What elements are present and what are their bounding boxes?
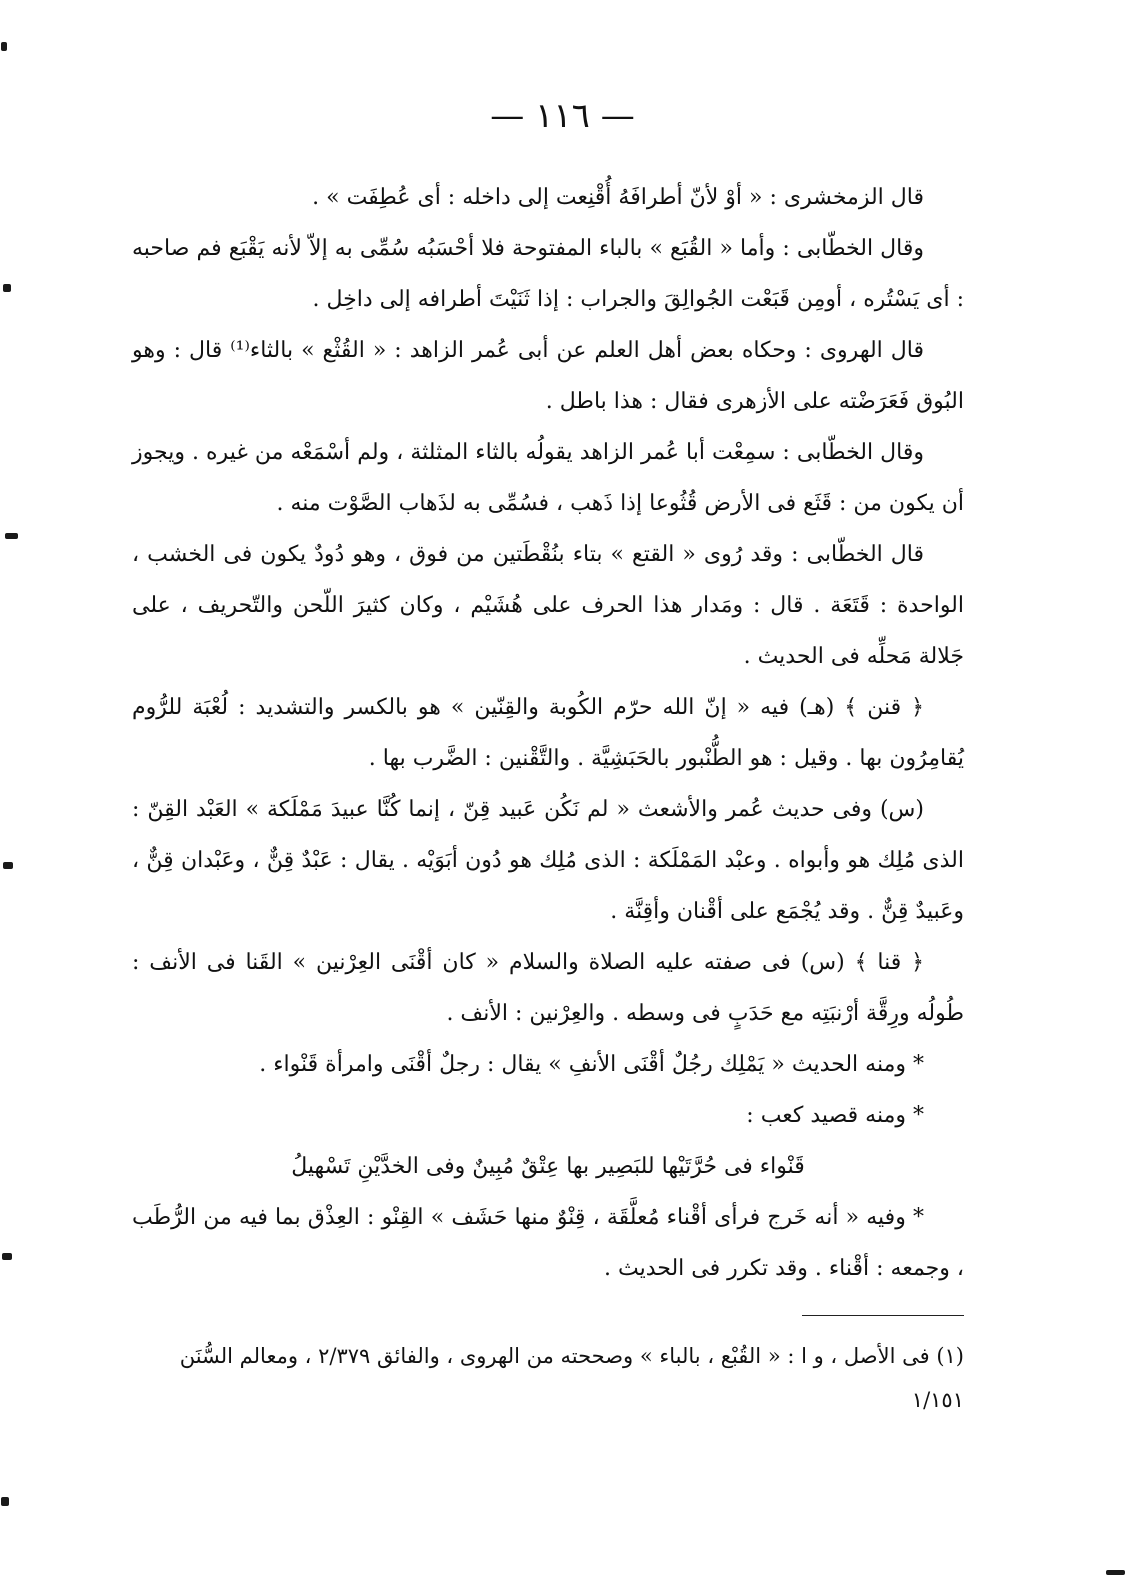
entry-qnn: ﴿ قنن ﴾ (هـ) فيه « إنّ الله حرّم الكُوبة والقِنّين » هو بالكسر والتشديد : لُعْبَة للرُّوم يُقامِرُون بها . وقيل : هو الطُّنْبور بالحَبَشِيَّة . والتَّقْنين : الضَّرب بها . [132,695,964,771]
entry-umar-ashath: (س) وفى حديث عُمر والأشعث « لم نَكُن عَبيد قِنّ ، إنما كُنَّا عبيدَ مَمْلَكة » العَبْد القِنّ : الذى مُلِك هو وأبواه . وعبْد المَمْلَكة : الذى مُلِك هو دُون أبَوَيْه . يقال : عَبْدٌ قِنٌّ ، وعَبْدان قِنٌّ ، وعَبيدٌ قِنٌّ . وقد يُجْمَع على أقْنان وأقِنَّة . [132,797,964,924]
paragraph-khattabi-qubaa: وقال الخطّابى : وأما « القُبَع » بالباء المفتوحة فلا أحْسَبُه سُمِّى به إلاّ لأنه يَقْبَع فم صاحبه : أى يَسْتُره ، أومِن قَبَعْت الجُوالِقَ والجراب : إذا ثَنَيْتَ أطرافه إلى داخِل . [132,236,964,312]
paragraph-khattabi-thaa: وقال الخطّابى : سمِعْت أبا عُمر الزاهد يقولُه بالثاء المثلثة ، ولم أسْمَعْه من غيره . ويجوز أن يكون من : قَثَع فى الأرض قُثُوعا إذا ذَهب ، فسُمِّى به لذَهاب الصَّوْت منه . [132,440,964,516]
footnote-divider [802,1315,964,1316]
bullet-hadith-aqna: * ومنه الحديث « يَمْلِك رجُلٌ أقْنَى الأنفِ » يقال : رجلٌ أقْنَى وامرأة قَنْواء . [259,1052,924,1077]
main-text [132,172,964,1294]
scan-edge-mark [1,42,7,51]
paragraph-khattabi-qata: قال الخطّابى : وقد رُوى « القتع » بتاء بنُقْطَتين من فوق ، وهو دُودٌ يكون فى الخشب ، الواحدة : قَتَعَة . قال : ومَدار هذا الحرف على هُشَيْم ، وكان كثيرَ اللّحن والتّحريف ، على جَلالة مَحلِّه فى الحديث . [132,542,964,669]
paragraph-zamakhshari: قال الزمخشرى : « أوْ لأنّ أطرافَهُ أُقْنِعت إلى داخله : أى عُطِفَت » . [312,185,924,210]
scan-edge-mark [3,862,13,869]
scan-edge-mark [5,533,18,539]
scan-edge-mark [2,1253,12,1260]
footnote: (١) فى الأصل ، و ا : « القُبْع ، بالباء » وصححته من الهروى ، والفائق ٢/٣٧٩ ، ومعالم السُّنَن ١/١٥١ [179,1344,964,1412]
poem-verse: قَنْواء فى حُرَّتَيْها للبَصِير بها عِتْقٌ مُبِينٌ وفى الخدَّيْنِ تَسْهيلُ [291,1154,805,1179]
scan-edge-mark [1106,1570,1125,1575]
scan-edge-mark [1,1497,9,1506]
bullet-aqnaa: * وفيه « أنه خَرج فرأى أقْناء مُعلَّقَة ، قِنْوٌ منها حَشَف » القِنْو : العِذْق بما فيه من الرُّطَب ، وجمعه : أقْناء . وقد تكرر فى الحديث . [132,1205,964,1281]
page-number: — ١١٦ — [490,96,635,136]
paragraph-harawi: قال الهروى : وحكاه بعض أهل العلم عن أبى عُمر الزاهد : « القُثْع » بالثاء⁽¹⁾ قال : وهو البُوق فَعَرَضْته على الأزهرى فقال : هذا باطل . [132,338,964,414]
entry-qna: ﴿ قنا ﴾ (س) فى صفته عليه الصلاة والسلام « كان أقْنَى العِرْنين » القَنا فى الأنف : طُولُه ورِقَّة أرْنبَتِه مع حَدَبٍ فى وسطه . والعِرْنين : الأنف . [132,950,964,1026]
scan-edge-mark [3,284,11,292]
bullet-qasid-kaab: * ومنه قصيد كعب : [746,1103,924,1128]
